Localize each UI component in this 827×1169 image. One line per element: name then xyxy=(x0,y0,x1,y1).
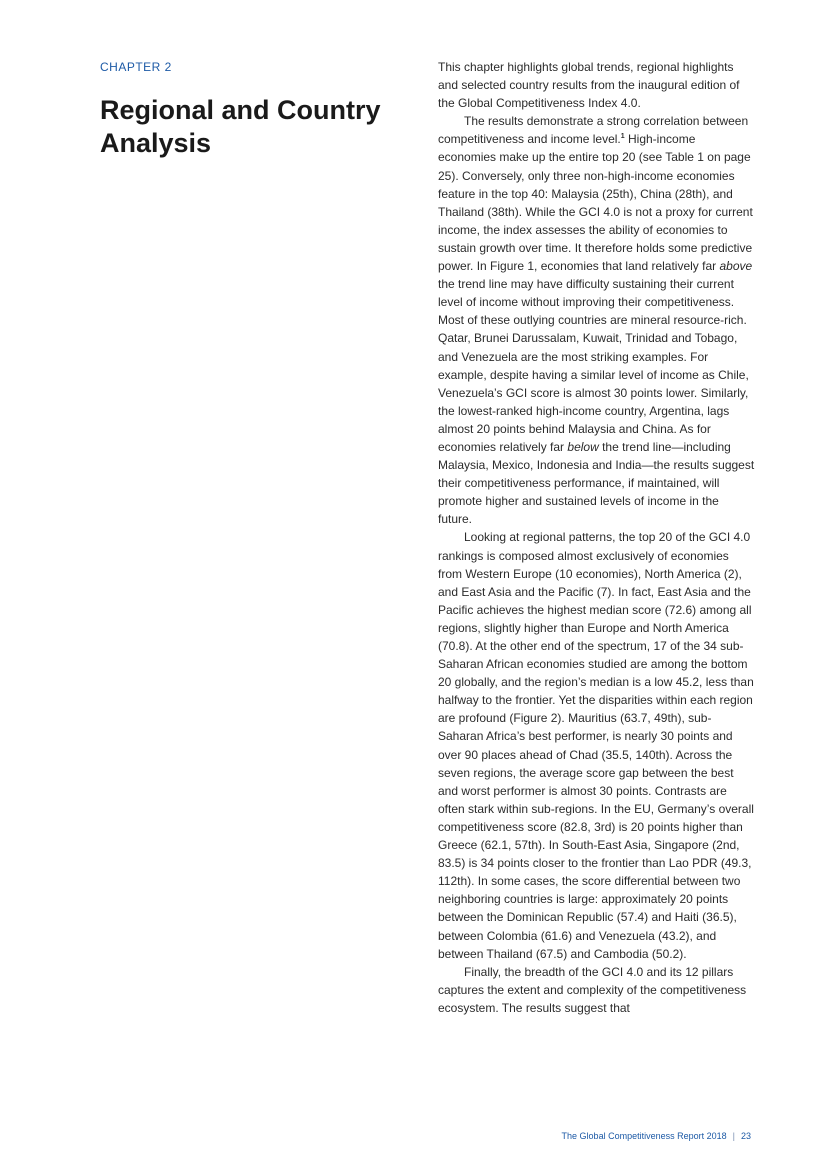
text-segment: the trend line may have difficulty sustaining their current level of income without improving their competitiveness. Most of these outlying countries are mineral resource-rich. Qatar, Brunei Darussalam, Kuwait, Trinidad and Tobago, and Venezuela are the most striking examples. For example, despite having a similar level of income as Chile, Venezuela’s GCI score is almost 30 points lower. Similarly, the lowest-ranked high-income country, Argentina, lags almost 20 points behind Malaysia and China. As for economies relatively far xyxy=(438,277,749,454)
emphasis-below: below xyxy=(567,439,599,454)
paragraph-correlation xyxy=(438,112,756,528)
footnote-ref[interactable]: 1 xyxy=(620,133,625,141)
page-footer xyxy=(562,1131,751,1141)
emphasis-above: above xyxy=(719,259,753,274)
text-segment: the trend line—including Malaysia, Mexico, Indonesia and India—the results suggest their competitiveness performance, if maintained, will promote higher and sustained levels of income in the future. xyxy=(438,439,755,527)
chapter-title: Regional and Country Analysis xyxy=(100,95,381,158)
paragraph-regional: Looking at regional patterns, the top 20 of the GCI 4.0 rankings is composed almost exclusively of economies from Western Europe (10 economies), North America (2), and East Asia and the Pacific (7). In fact, East Asia and the Pacific achieves the highest median score (72.6) among all regions, slightly higher than Europe and North America (70.8). At the other end of the spectrum, 17 of the 34 sub-Saharan African economies studied are among the bottom 20 globally, and the region’s median is a low 45.2, less than halfway to the frontier. Yet the disparities within each region are profound (Figure 2). Mauritius (63.7, 49th), sub-Saharan Africa’s best performer, is nearly 30 points and over 90 places ahead of Chad (35.5, 140th). Across the seven regions, the average score gap between the best and worst performer is almost 30 points. Contrasts are often stark within sub-regions. In the EU, Germany’s overall competitiveness score (82.8, 3rd) is 20 points higher than Greece (62.1, 57th). In South-East Asia, Singapore (2nd, 83.5) is 34 points closer to the frontier than Lao PDR (49.3, 112th). In some cases, the score differential between two neighboring countries is large: approximately 20 points between the Dominican Republic (57.4) and Haiti (36.5), between Colombia (61.6) and Venezuela (43.2), and between Thailand (67.5) and Cambodia (50.2). xyxy=(438,530,754,961)
text-segment: High-income economies make up the entire top 20 (see Table 1 on page 25). Conversely, only three non-high-income economies feature in the top 40: Malaysia (25th), China (28th), and Thailand (38th). While the GCI 4.0 is not a proxy for current income, the index assesses the ability of economies to sustain growth over time. It therefore holds some predictive power. In Figure 1, economies that land relatively far xyxy=(438,132,753,274)
page-number: 23 xyxy=(740,1131,751,1141)
footer-separator: | xyxy=(732,1131,735,1141)
paragraph-breadth: Finally, the breadth of the GCI 4.0 and its 12 pillars captures the extent and complexity of the competitiveness ecosystem. The results suggest that xyxy=(438,964,747,1015)
chapter-label: CHAPTER 2 xyxy=(100,60,172,74)
text-segment: The results demonstrate a strong correlation between competitiveness and income level. xyxy=(438,114,749,147)
paragraph-intro: This chapter highlights global trends, regional highlights and selected country results from the inaugural edition of the Global Competitiveness Index 4.0. xyxy=(438,60,740,111)
footer-report-title: The Global Competitiveness Report 2018 xyxy=(561,1131,727,1141)
body-text xyxy=(438,58,756,1017)
